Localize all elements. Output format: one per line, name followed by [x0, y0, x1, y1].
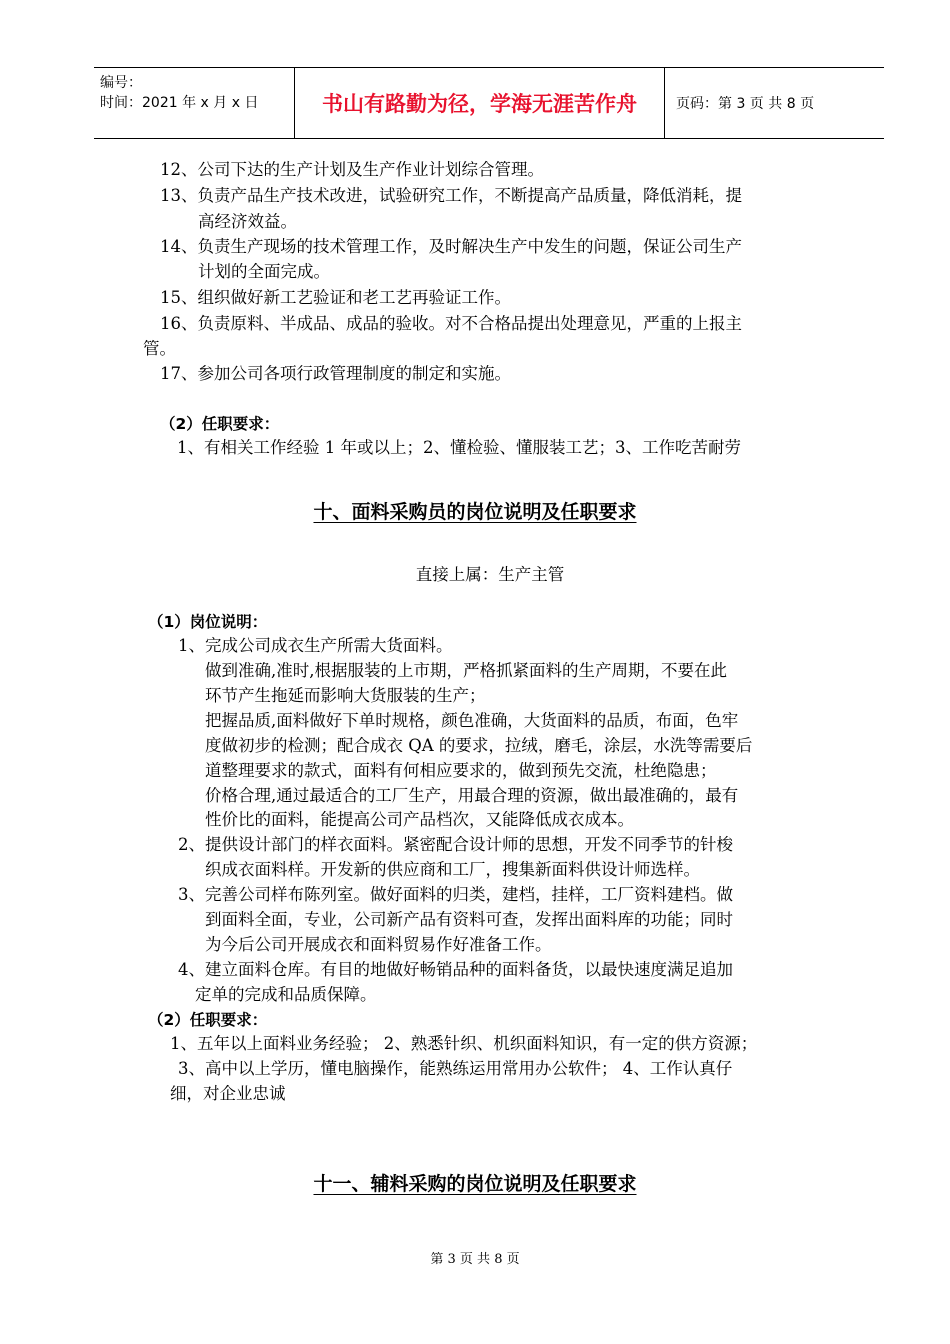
- duty-line: 环节产生拖延而影响大货服装的生产；: [205, 686, 486, 705]
- list-item: 17、参加公司各项行政管理制度的制定和实施。: [160, 364, 511, 383]
- duty-item: 1、完成公司成衣生产所需大货面料。: [178, 636, 453, 655]
- section-title: 十、面料采购员的岗位说明及任职要求: [313, 501, 637, 523]
- requirements-text: 1、有相关工作经验 1 年或以上；2、懂检验、懂服装工艺；3、工作吃苦耐劳: [177, 438, 741, 457]
- header-motto: 书山有路勤为径，学海无涯苦作舟: [322, 92, 637, 116]
- list-item: 15、组织做好新工艺验证和老工艺再验证工作。: [160, 288, 511, 307]
- requirements-heading: （2）任职要求：: [148, 1011, 268, 1029]
- doc-time-label: 时间：2021 年 x 月 x 日: [100, 95, 259, 111]
- requirements-text: 3、高中以上学历，懂电脑操作，能熟练运用常用办公软件； 4、工作认真仔: [178, 1059, 733, 1078]
- duty-line: 价格合理,通过最适合的工厂生产，用最合理的资源，做出最准确的，最有: [205, 786, 739, 805]
- duty-line: 道整理要求的款式，面料有何相应要求的，做到预先交流，杜绝隐患；: [205, 761, 717, 780]
- duty-line: 把握品质,面料做好下单时规格，颜色准确，大货面料的品质，布面，色牢: [205, 711, 739, 730]
- duty-item: 3、完善公司样布陈列室。做好面料的归类，建档，挂样，工厂资料建档。做: [178, 885, 733, 904]
- list-item: 14、负责生产现场的技术管理工作，及时解决生产中发生的问题，保证公司生产: [160, 237, 742, 256]
- header-meta: [94, 68, 294, 138]
- duty-line: 到面料全面，专业，公司新产品有资料可查，发挥出面料库的功能；同时: [205, 910, 733, 929]
- requirements-text: 1、五年以上面料业务经验； 2、熟悉针织、机织面料知识，有一定的供方资源；: [170, 1034, 758, 1053]
- list-item-continuation: 计划的全面完成。: [198, 262, 330, 281]
- list-item: 12、公司下达的生产计划及生产作业计划综合管理。: [160, 160, 544, 179]
- header-divider: [664, 68, 665, 138]
- duty-line: 定单的完成和品质保障。: [195, 985, 377, 1004]
- duty-line: 为今后公司开展成衣和面料贸易作好准备工作。: [205, 935, 552, 954]
- duty-item: 4、建立面料仓库。有目的地做好畅销品种的面料备货，以最快速度满足追加: [178, 960, 733, 979]
- list-item: 13、负责产品生产技术改进，试验研究工作，不断提高产品质量，降低消耗，提: [160, 186, 742, 205]
- requirements-heading: （2）任职要求：: [160, 415, 280, 433]
- header-page-number: 页码：第 3 页 共 8 页: [676, 96, 815, 112]
- duty-line: 度做初步的检测；配合成衣 QA 的要求，拉绒，磨毛，涂层，水洗等需要后: [205, 736, 753, 755]
- doc-code-label: 编号：: [100, 75, 142, 91]
- page-footer: 第 3 页 共 8 页: [430, 1252, 520, 1267]
- list-item: 16、负责原料、半成品、成品的验收。对不合格品提出处理意见，严重的上报主: [160, 314, 742, 333]
- duty-line: 性价比的面料，能提高公司产品档次，又能降低成衣成本。: [205, 810, 634, 829]
- page-header: [94, 67, 884, 139]
- list-item-continuation: 高经济效益。: [198, 212, 297, 231]
- duty-line: 做到准确,准时,根据服装的上市期，严格抓紧面料的生产周期，不要在此: [205, 661, 727, 680]
- duty-heading: （1）岗位说明：: [148, 613, 268, 631]
- direct-superior: 直接上属：生产主管: [415, 565, 565, 584]
- duty-item: 2、提供设计部门的样衣面料。紧密配合设计师的思想，开发不同季节的针梭: [178, 835, 733, 854]
- duty-line: 织成衣面料样。开发新的供应商和工厂，搜集新面料供设计师选样。: [205, 860, 700, 879]
- requirements-text: 细，对企业忠诚: [170, 1084, 286, 1103]
- list-item-continuation: 管。: [143, 339, 176, 358]
- section-title: 十一、辅料采购的岗位说明及任职要求: [313, 1173, 637, 1195]
